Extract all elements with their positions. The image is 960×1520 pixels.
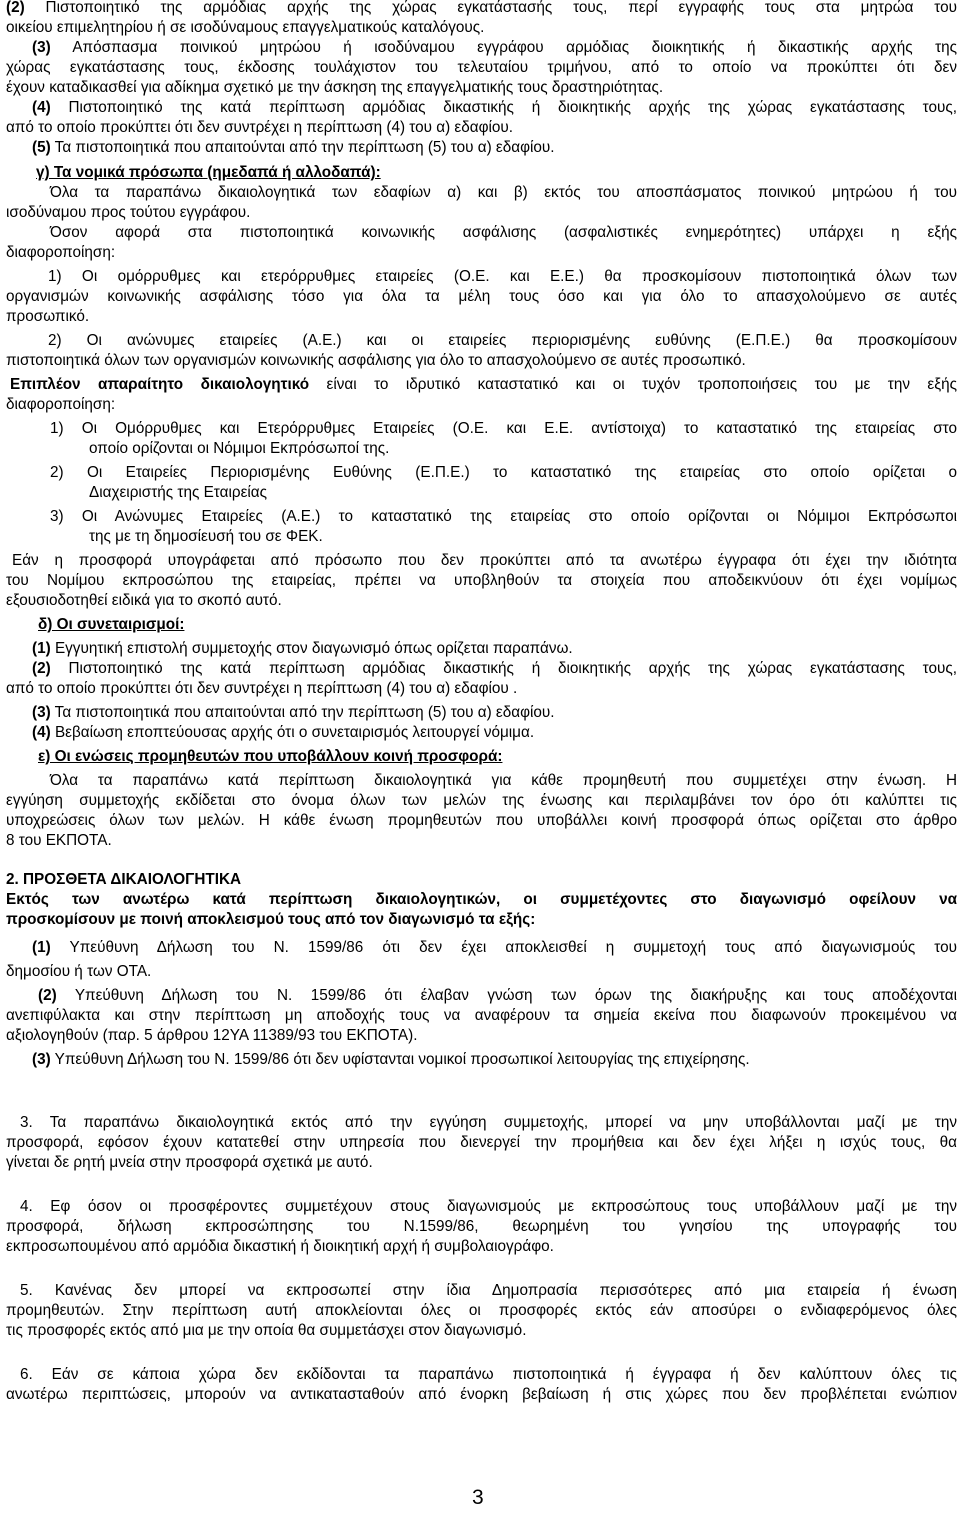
text-line [6,591,282,611]
text-run: Βεβαίωση εποπτεύουσας αρχής ότι ο συνεταιρισμός λειτουργεί νόμιμα. [50,724,535,741]
page-number: 3 [472,1486,484,1509]
text-run: από το οποίο προκύπτει ότι δεν συντρέχει η περίπτωση (4) του α) εδαφίου . [6,680,518,697]
list-item [50,507,957,527]
text-run: Τα πιστοποιητικά που απαιτούνται από την περίπτωση (5) του α) εδαφίου. [50,704,555,721]
text-line [6,351,746,371]
text-line [6,1385,957,1405]
section-heading [36,163,381,183]
text-line [20,1365,957,1385]
text-run: αξιολογηθούν (παρ. 5 άρθρου 12ΥΑ 11389/93 του ΕΚΠΟΤΑ). [6,1027,418,1044]
section-heading [6,870,241,890]
section-heading [38,615,184,635]
text-line [50,183,957,203]
text-run: ανωτέρω περιπτώσεις, μπορούν να αντικατασταθούν από ένορκη βεβαίωση ή στις χώρες που δεν προβλέπεται ενώπιον [6,1386,957,1403]
text-run: από το οποίο προκύπτει ότι δεν συντρέχει η περίπτωση (4) του α) εδαφίου. [6,119,514,136]
text-line [6,811,957,831]
text-line [6,1237,554,1257]
text-line [6,18,484,38]
text-run: διαφοροποίηση: [6,396,116,413]
text-run: Όλα τα παραπάνω δικαιολογητικά των εδαφίων α) και β) εκτός του αποσπάσματος ποινικού μητρώου ή του [50,184,957,201]
text-run: γ) Τα νομικά πρόσωπα (ημεδαπά ή αλλοδαπά): [36,164,381,181]
text-line [6,831,112,851]
text-run: 2) Οι Εταιρείες Περιορισμένης Ευθύνης (Ε.Π.Ε.) το καταστατικό της εταιρείας στο οποίο ορίζεται ο [50,464,957,481]
text-run: έχουν καταδικασθεί για αδίκημα σχετικό με την άσκηση της επαγγελματικής τους δραστηριότητας. [6,79,664,96]
text-line [20,1281,957,1301]
text-run: Εάν η προσφορά υπογράφεται από πρόσωπο που δεν προκύπτει από τα ανωτέρω έγγραφα ότι έχει την ιδιότητα [12,552,957,569]
text-line [48,267,957,287]
text-run: χώρας εγκατάστασης τους, έκδοσης τουλάχιστον του τελευταίου τριμήνου, από το οποίο να προκύπτει ότι δεν [6,59,957,76]
text-run: προσωπικό. [6,308,90,325]
text-run: (1) [32,640,51,657]
text-run: οποίο ορίζονται οι Νόμιμοι Εκπρόσωποί της. [89,440,390,457]
text-line [32,639,573,659]
text-line [32,938,957,958]
text-line [6,791,957,811]
text-run: (4) [32,724,51,741]
text-line [89,483,267,503]
text-line [6,1133,957,1153]
text-line [6,243,115,263]
text-run: τις προσφορές εκτός από μια με την οποία θα συμμετάσχει στον διαγωνισμό. [6,1322,527,1339]
section-heading [38,747,502,767]
text-run: (5) [32,139,51,156]
text-run: Υπεύθυνη Δήλωση του Ν. 1599/86 ότι δεν έχει αποκλεισθεί η συμμετοχή τους από διαγωνισμούς του [50,939,957,956]
list-item [50,463,957,483]
text-run: Εγγυητική επιστολή συμμετοχής στον διαγωνισμό όπως ορίζεται παραπάνω. [50,640,573,657]
text-line [32,138,555,158]
text-run: 1) Οι Ομόρρυθμες και Ετερόρρυθμες Εταιρείες (Ο.Ε. και Ε.Ε. αντίστοιχα) το καταστατικό της εταιρείας στο [50,420,957,437]
text-run: προσφορά, εφόσον έχουν κατατεθεί στην υπηρεσία που διενεργεί την προμήθεια και δεν έχει λήξει η ισχύς τους, θα [6,1134,957,1151]
text-line [89,439,389,459]
text-run: Πιστοποιητικό της κατά περίπτωση αρμόδιας δικαστικής ή διοικητικής αρχής της χώρας εγκατάστασης τους, [50,99,957,116]
text-line [32,98,957,118]
text-run: οικείου επιμελητηρίου ή σε ισοδύναμους επαγγελματικούς καταλόγους. [6,19,485,36]
text-line [6,1026,417,1046]
text-line [10,375,957,395]
text-line [38,986,957,1006]
text-run: (3) [32,39,51,56]
text-run: δημοσίου ή των ΟΤΑ. [6,963,152,980]
text-line [50,771,957,791]
text-run: 2) Οι ανώνυμες εταιρείες (Α.Ε.) και οι εταιρείες περιορισμένης ευθύνης (Ε.Π.Ε.) θα προσκομίσουν [48,332,957,349]
text-line [20,1113,957,1133]
text-run: πιστοποιητικά όλων των οργανισμών κοινωνικής ασφάλισης για όλο το απασχολούμενο σε αυτές προσωπικό. [6,352,746,369]
text-line [6,307,89,327]
text-run: (2) [32,660,51,677]
text-run: προμηθευτών. Στην περίπτωση αυτή αποκλείονται όλες οι προσφορές εκτός εάν αποσύρει ο ενδιαφερόμενος όλες [6,1302,957,1319]
text-run: (3) [32,1051,51,1068]
text-run: Υπεύθυνη Δήλωση του Ν. 1599/86 ότι δεν υφίστανται νομικοί προσωπικοί λειτουργίας της επιχείρησης. [50,1051,750,1068]
text-line [50,223,957,243]
text-line [6,1006,957,1026]
list-item [50,419,957,439]
text-line [6,58,957,78]
text-line [6,118,513,138]
text-run: 3. Τα παραπάνω δικαιολογητικά εκτός από την εγγύηση συμμετοχής, μπορεί να μην υποβάλλονται μαζί με την [20,1114,957,1131]
text-line [6,679,517,699]
text-line [20,1197,957,1217]
text-run: 6. Εάν σε κάποια χώρα δεν εκδίδονται τα παραπάνω πιστοποιητικά ή έγγραφα ή δεν καλύπτουν όλες τις [20,1366,957,1383]
text-run: του Νομίμου εκπροσώπου της εταιρείας, πρέπει να υποβληθούν τα στοιχεία που αποδεικνύουν ότι έχει νομίμως [6,572,957,589]
text-run: ανεπιφύλακτα και στην περίπτωση μη αποδοχής τους να αναφέρουν τα σημεία εκείνα που διαφωνούν προκειμένου να [6,1007,957,1024]
text-run: Πιστοποιητικό της κατά περίπτωση αρμόδιας δικαστικής ή διοικητικής αρχής της χώρας εγκατάστασης τους, [50,660,957,677]
text-run: Όλα τα παραπάνω κατά περίπτωση δικαιολογητικά για κάθε προμηθευτή που συμμετέχει στην ένωση. Η [50,772,957,789]
text-line [32,723,534,743]
text-run: 4. Εφ όσον οι προσφέροντες συμμετέχουν στους διαγωνισμούς με εκπροσώπους τους υποβάλλουν μαζί με την [20,1198,957,1215]
text-run: 1) Οι ομόρρυθμες και ετερόρρυθμες εταιρείες (Ο.Ε. και Ε.Ε.) θα προσκομίσουν πιστοποιητικά όλων των [48,268,957,285]
text-run: (2) [6,0,25,16]
text-run: 5. Κανένας δεν μπορεί να εκπροσωπεί στην ίδια Δημοπρασία περισσότερες από μια εταιρεία ή ένωση [20,1282,957,1299]
text-run: Απόσπασμα ποινικού μητρώου ή ισοδύναμου εγγράφου αρμόδιας διοικητικής ή δικαστικής αρχής της [50,39,957,56]
text-run: Τα πιστοποιητικά που απαιτούνται από την περίπτωση (5) του α) εδαφίου. [50,139,555,156]
text-line [6,1217,957,1237]
text-run: διαφοροποίηση: [6,244,116,261]
text-run: Επιπλέον απαραίτητο δικαιολογητικό [10,376,310,393]
text-run: δ) Οι συνεταιρισμοί: [38,616,185,633]
text-run: (4) [32,99,51,116]
text-run: (1) [32,939,51,956]
text-run: οργανισμών κοινωνικής ασφάλισης τόσο για όλα τα μέλη τους όσο και για όλο το απασχολούμενο σε αυτές [6,288,957,305]
text-run: γίνεται δε ρητή μνεία στην προσφορά σχετικά με αυτό. [6,1154,373,1171]
text-line [32,703,555,723]
text-line [6,287,957,307]
text-line [32,659,957,679]
text-line [6,571,957,591]
text-line [6,962,151,982]
text-line [32,38,957,58]
text-run: προσκομίσουν με ποινή αποκλεισμού τους από τον διαγωνισμό τα εξής: [6,911,536,928]
text-line [89,527,323,547]
text-run: Υπεύθυνη Δήλωση του Ν. 1599/86 ότι έλαβαν γνώση των όρων της διακήρυξης και τους αποδέχονται [56,987,957,1004]
text-line [32,1050,750,1070]
text-run: (2) [38,987,57,1004]
text-run: 3) Οι Ανώνυμες Εταιρείες (Α.Ε.) το καταστατικό της εταιρείας στο οποίο ορίζονται οι Νόμιμοι Εκπρόσωποι [50,508,957,525]
text-line [6,1153,373,1173]
text-line [6,395,115,415]
text-run: Όσον αφορά στα πιστοποιητικά κοινωνικής ασφάλισης (ασφαλιστικές ενημερότητες) υπάρχει η εξής [50,224,957,241]
text-run: προσφορά, δήλωση εκπροσώπησης του Ν.1599/86, θεωρημένη του γνησίου της υπογραφής του [6,1218,957,1235]
text-run: είναι το ιδρυτικό καταστατικό και οι τυχόν τροποποιήσεις του με την εξής [309,376,957,393]
text-line [6,78,663,98]
text-line [6,890,957,910]
text-line [6,1301,957,1321]
text-run: εκπροσωπουμένου από αρμόδια δικαστική ή διοικητική αρχή ή συμβολαιογράφο. [6,1238,554,1255]
text-run: 8 του ΕΚΠΟΤΑ. [6,832,112,849]
text-run: Διαχειριστής της Εταιρείας [89,484,267,501]
text-run: εξουσιοδοτηθεί ειδικά για το σκοπό αυτό. [6,592,282,609]
text-line [6,203,250,223]
text-run: υποχρεώσεις όλων των μελών. Η κάθε ένωση προμηθευτών που υποβάλλει κοινή προσφορά όπως ορίζεται στο άρθρο [6,812,957,829]
text-run: ε) Οι ενώσεις προμηθευτών που υποβάλλουν κοινή προσφορά: [38,748,503,765]
text-run: (3) [32,704,51,721]
text-line [6,1321,526,1341]
text-run: εγγύηση συμμετοχής εκδίδεται στο όνομα όλων των μελών της ένωσης και περιλαμβάνει τον όρο ότι καλύπτει τις [6,792,957,809]
text-line [48,331,957,351]
text-run: 2. ΠΡΟΣΘΕΤΑ ΔΙΚΑΙΟΛΟΓΗΤΙΚΑ [6,871,242,888]
text-run: ισοδύναμου προς τούτου εγγράφου. [6,204,251,221]
text-run: Εκτός των ανωτέρω κατά περίπτωση δικαιολογητικών, οι συμμετέχοντες στο διαγωνισμό οφείλουν να [6,891,957,908]
text-run: της με τη δημοσίευσή του σε ΦΕΚ. [89,528,323,545]
text-line [6,910,535,930]
text-run: Πιστοποιητικό της αρμόδιας αρχής της χώρας εγκατάστασής τους, περί εγγραφής τους στα μητρώα του [24,0,957,16]
text-line [12,551,957,571]
text-line [6,0,957,18]
